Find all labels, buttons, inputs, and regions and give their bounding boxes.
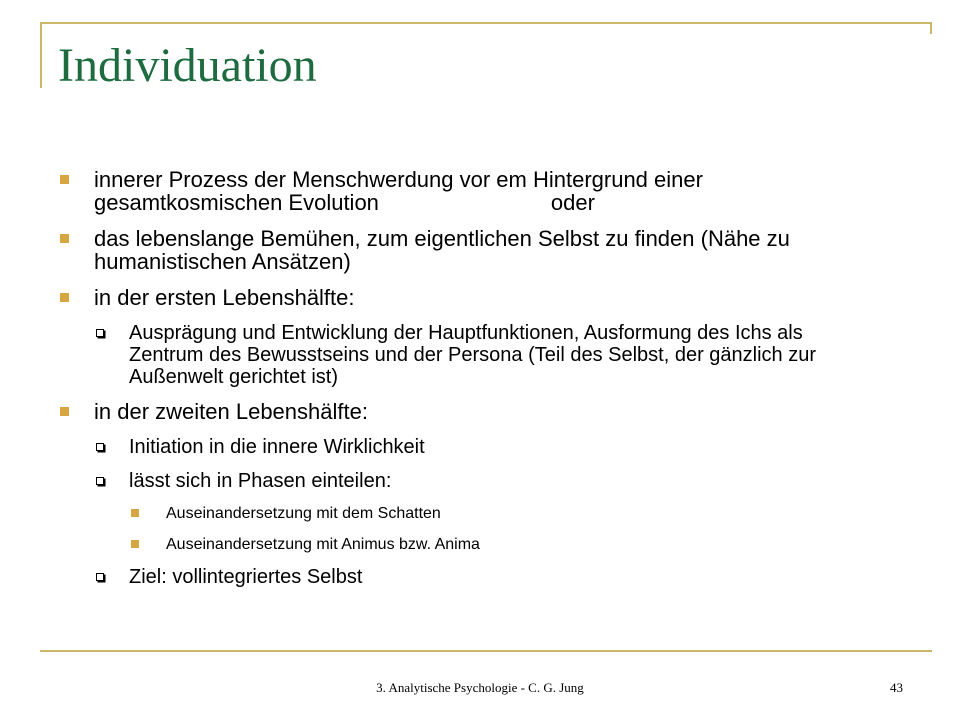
list-item-text: Ziel: vollintegriertes Selbst bbox=[129, 566, 363, 588]
list-item bbox=[58, 168, 878, 214]
list-item bbox=[58, 286, 878, 309]
list-item-text: Ausprägung und Entwicklung der Hauptfunktionen, Ausformung des Ichs als Zentrum des Bewusstseins und der Persona (Teil des Selbst, der gänzlich zur Außenwelt gerichtet ist) bbox=[129, 322, 817, 388]
list-item-text bbox=[94, 168, 878, 214]
page-number: 43 bbox=[890, 680, 903, 695]
list-item bbox=[58, 504, 878, 524]
list-item bbox=[58, 436, 878, 458]
list-item bbox=[58, 535, 878, 555]
checkbox-bullet-icon bbox=[96, 443, 104, 451]
square-bullet-icon bbox=[131, 509, 139, 517]
square-bullet-icon bbox=[60, 234, 69, 243]
checkbox-bullet-icon bbox=[96, 329, 104, 337]
list-item-text: in der ersten Lebenshälfte: bbox=[94, 285, 355, 310]
list-item bbox=[58, 566, 878, 588]
square-bullet-icon bbox=[60, 293, 69, 302]
checkbox-bullet-icon bbox=[96, 573, 104, 581]
list-item bbox=[58, 400, 878, 423]
square-bullet-icon bbox=[60, 175, 69, 184]
frame-right-rule bbox=[930, 22, 932, 34]
checkbox-bullet-icon bbox=[96, 477, 104, 485]
square-bullet-icon bbox=[60, 407, 69, 416]
footer-rule bbox=[40, 650, 932, 652]
list-item-text-oder: oder bbox=[550, 190, 595, 215]
list-item-text: Initiation in die innere Wirklichkeit bbox=[129, 436, 425, 458]
list-item-text-main: innerer Prozess der Menschwerdung vor em Hintergrund einer gesamtkosmischen Evolution bbox=[94, 167, 703, 215]
list-item-text: Auseinandersetzung mit dem Schatten bbox=[166, 505, 441, 522]
list-item-text: in der zweiten Lebenshälfte: bbox=[94, 399, 368, 424]
slide-content bbox=[58, 168, 878, 600]
list-item-text: das lebenslange Bemühen, zum eigentlichen Selbst zu finden (Nähe zu humanistischen Ansätzen) bbox=[94, 226, 790, 274]
list-item bbox=[58, 322, 878, 388]
list-item-text: lässt sich in Phasen einteilen: bbox=[129, 470, 392, 492]
list-item bbox=[58, 470, 878, 492]
list-item bbox=[58, 227, 878, 273]
frame-left-rule bbox=[40, 22, 42, 88]
list-item-text: Auseinandersetzung mit Animus bzw. Anima bbox=[166, 536, 480, 553]
slide-title: Individuation bbox=[58, 39, 317, 92]
frame-top-rule bbox=[40, 22, 932, 24]
slide-footer: 3. Analytische Psychologie - C. G. Jung bbox=[376, 680, 584, 695]
square-bullet-icon bbox=[131, 540, 139, 548]
